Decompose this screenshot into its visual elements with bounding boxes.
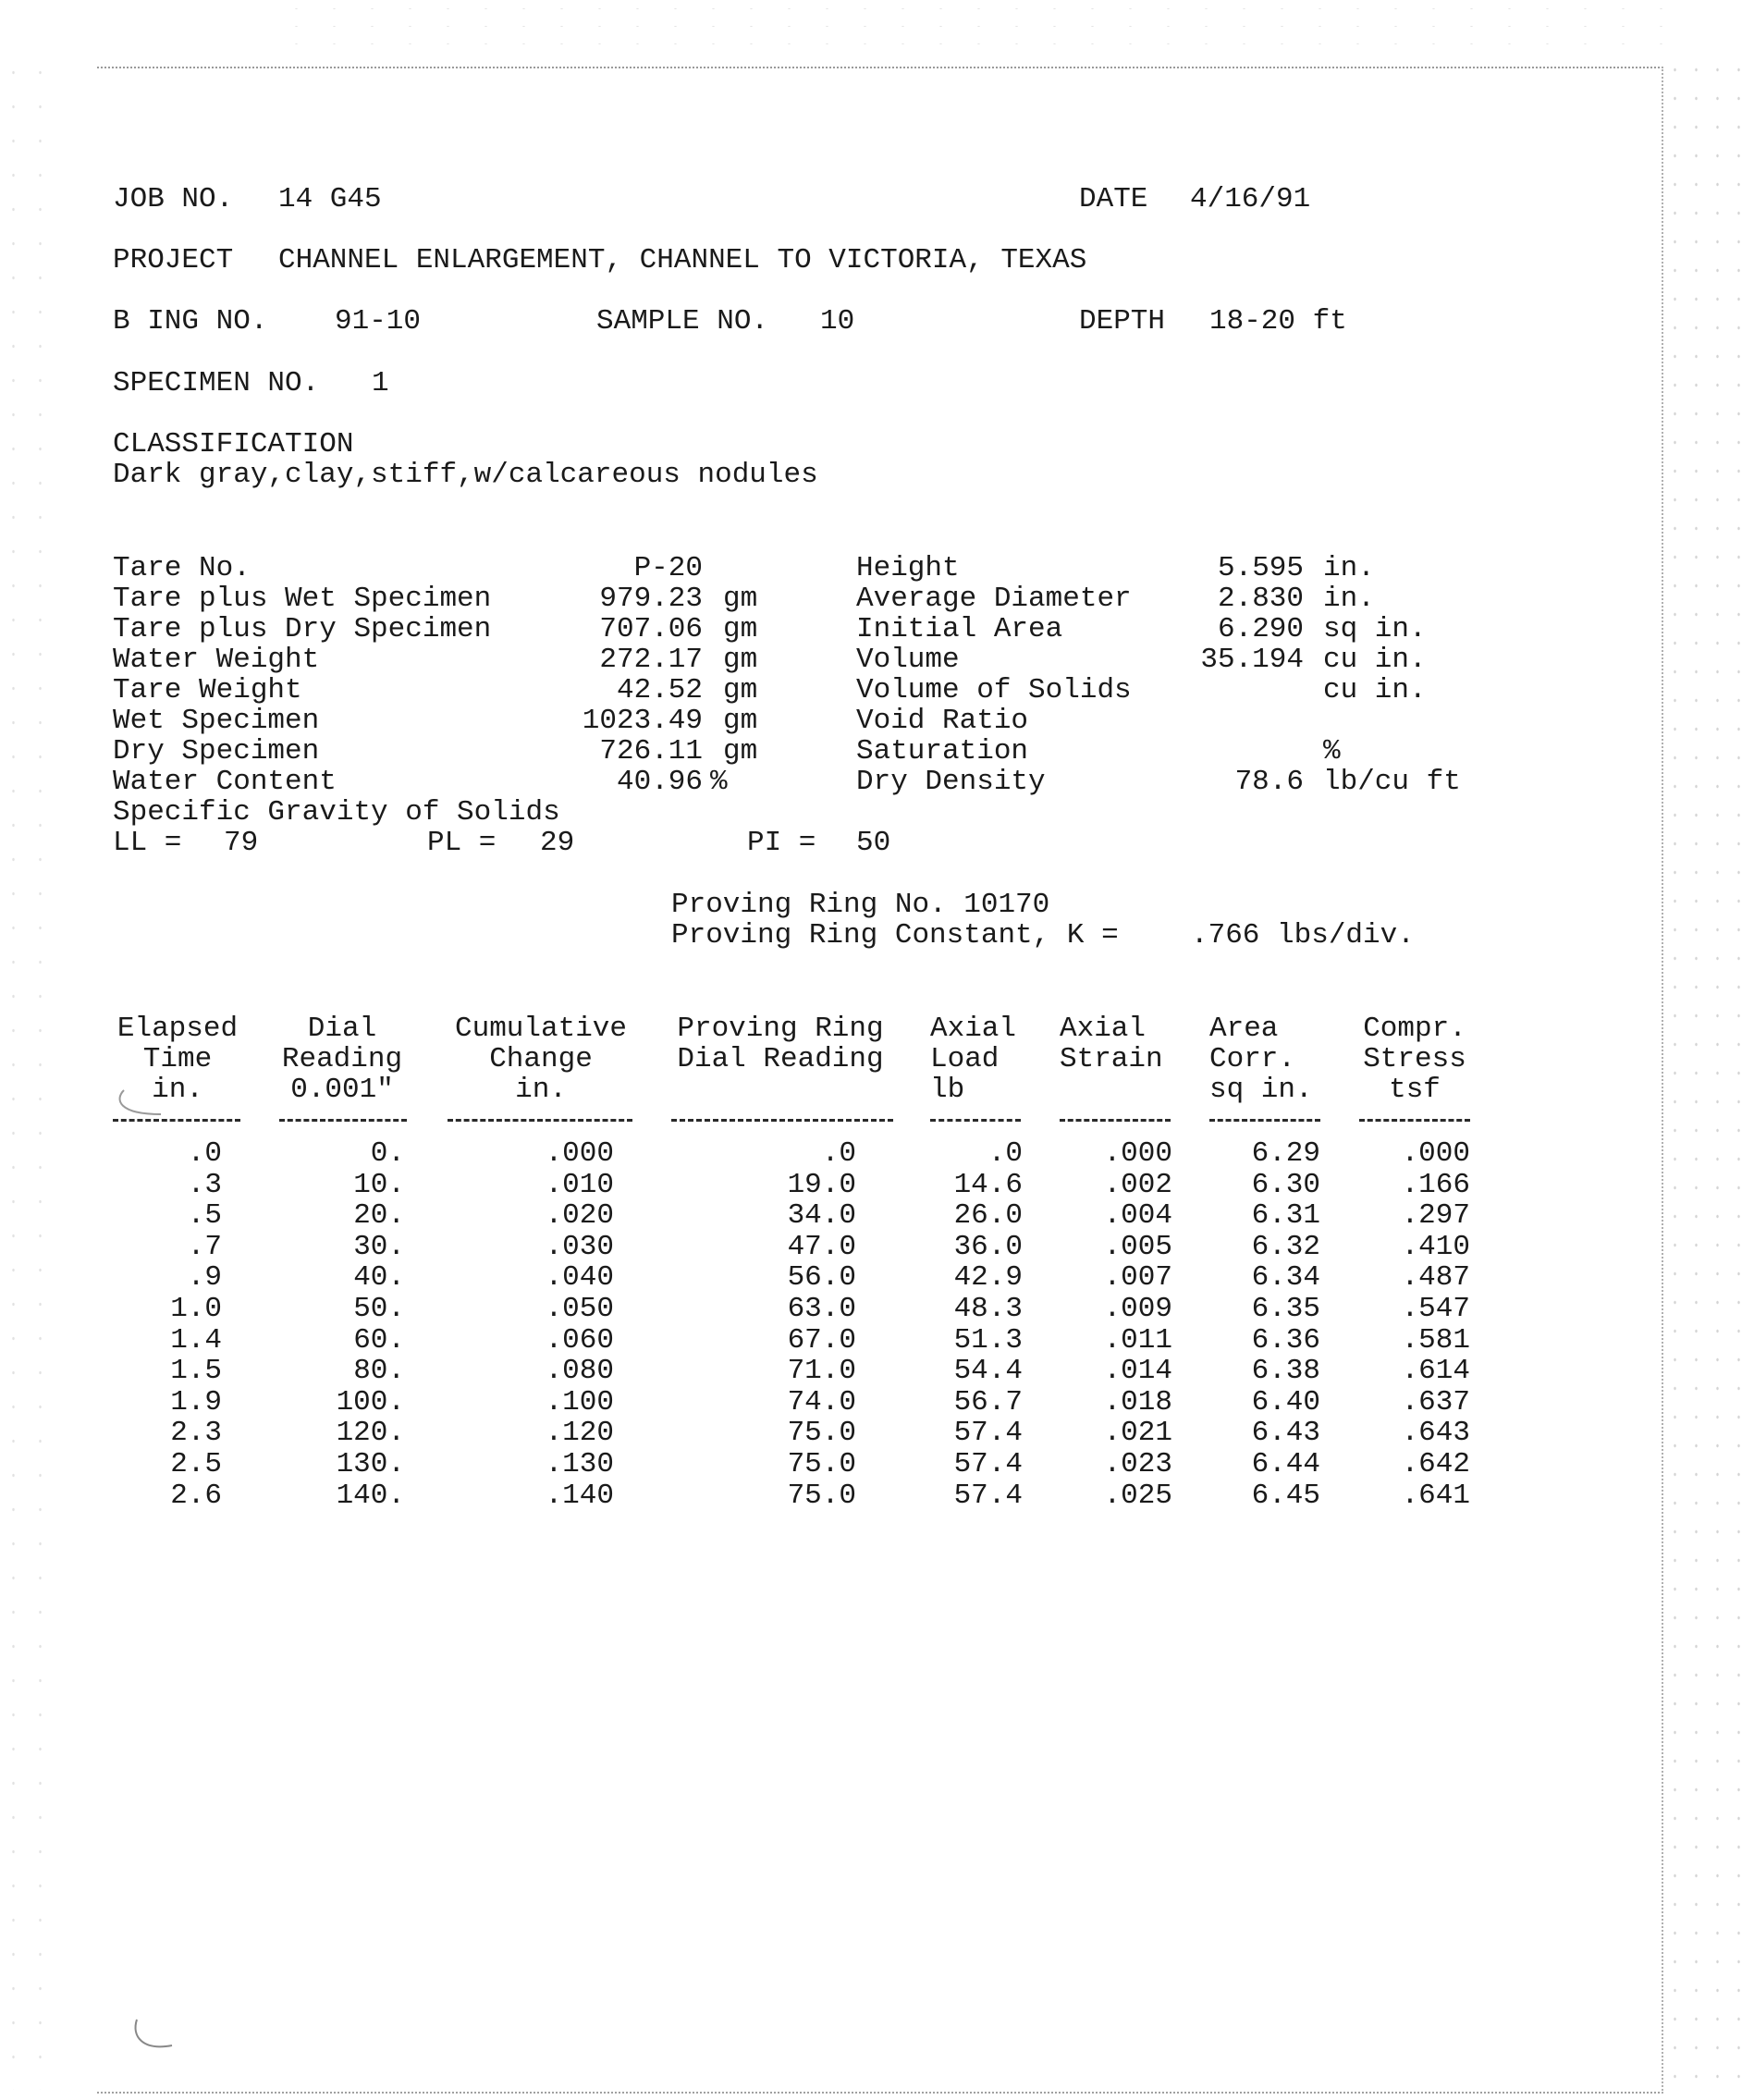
prop-label: Initial Area	[856, 613, 1063, 645]
cell-axial-load: .0	[987, 1137, 1023, 1170]
col-header: Reading	[281, 1043, 403, 1075]
cell-proving-ring-reading: 47.0	[787, 1230, 856, 1263]
prop-label: Height	[856, 552, 960, 584]
cell-proving-ring-reading: 75.0	[787, 1448, 856, 1480]
prop-unit: gm	[723, 613, 758, 645]
depth-value: 18-20 ft	[1209, 305, 1347, 338]
cell-proving-ring-reading: .0	[821, 1137, 856, 1170]
boring-number-label: B ING NO.	[113, 305, 268, 338]
cell-axial-load: 57.4	[953, 1448, 1023, 1480]
cell-axial-strain: .021	[1103, 1417, 1172, 1450]
cell-axial-strain: .011	[1103, 1323, 1172, 1357]
cell-elapsed-time: 2.6	[170, 1479, 222, 1512]
sample-number-value: 10	[820, 305, 855, 338]
proving-ring-constant-label: Proving Ring Constant, K =	[671, 919, 1119, 952]
cell-dial-reading: 50.	[353, 1293, 405, 1325]
cell-cumulative-change: .140	[545, 1479, 614, 1512]
prop-value: 1023.49	[582, 705, 703, 737]
prop-value: 35.194	[1200, 644, 1304, 676]
cell-proving-ring-reading: 34.0	[787, 1199, 856, 1233]
cell-proving-ring-reading: 75.0	[787, 1417, 856, 1450]
cell-proving-ring-reading: 19.0	[787, 1168, 856, 1201]
header-rule	[1060, 1119, 1171, 1122]
prop-label: Wet Specimen	[113, 705, 320, 737]
col-header: tsf	[1389, 1074, 1441, 1106]
cell-area-corr: 6.29	[1251, 1137, 1320, 1170]
col-header: Axial	[930, 1013, 1017, 1045]
cell-proving-ring-reading: 71.0	[787, 1355, 856, 1388]
prop-value: 6.290	[1217, 613, 1304, 645]
col-header: Dial	[307, 1013, 377, 1045]
job-number-label: JOB NO.	[113, 183, 234, 215]
col-header: Area	[1209, 1013, 1279, 1045]
specific-gravity-label: Specific Gravity of Solids	[113, 796, 560, 829]
prop-label: Tare plus Dry Specimen	[113, 613, 492, 645]
col-header: in.	[515, 1074, 567, 1106]
liquid-limit-value: 79	[224, 827, 259, 859]
col-header: Time	[142, 1043, 213, 1075]
cell-compr-stress: .487	[1401, 1261, 1470, 1295]
cell-axial-strain: .014	[1103, 1355, 1172, 1388]
prop-unit: cu in.	[1323, 644, 1427, 676]
plasticity-index-label: PI =	[747, 827, 816, 859]
cell-dial-reading: 60.	[353, 1323, 405, 1357]
cell-compr-stress: .614	[1401, 1355, 1470, 1388]
cell-axial-strain: .023	[1103, 1448, 1172, 1480]
cell-cumulative-change: .130	[545, 1448, 614, 1480]
cell-cumulative-change: .120	[545, 1417, 614, 1450]
project-value: CHANNEL ENLARGEMENT, CHANNEL TO VICTORIA, TEXAS	[278, 244, 1087, 276]
cell-elapsed-time: .7	[187, 1230, 222, 1263]
proving-ring-constant-value: .766 lbs/div.	[1191, 919, 1415, 952]
col-header: Axial	[1060, 1013, 1147, 1045]
cell-axial-load: 14.6	[953, 1168, 1023, 1201]
cell-elapsed-time: 1.9	[170, 1385, 222, 1418]
prop-label: Volume	[856, 644, 960, 676]
col-header: Dial Reading	[677, 1043, 884, 1075]
prop-unit: gm	[723, 705, 758, 737]
cell-axial-load: 26.0	[953, 1199, 1023, 1233]
col-header: Strain	[1060, 1043, 1163, 1075]
cell-proving-ring-reading: 74.0	[787, 1385, 856, 1418]
header-rule	[930, 1119, 1021, 1122]
scan-speckle-top	[277, 0, 1664, 55]
cell-elapsed-time: 1.4	[170, 1323, 222, 1357]
cell-axial-strain: .000	[1103, 1137, 1172, 1170]
prop-unit: sq in.	[1323, 613, 1427, 645]
cell-area-corr: 6.43	[1251, 1417, 1320, 1450]
proving-ring-number: Proving Ring No. 10170	[671, 889, 1050, 921]
cell-area-corr: 6.44	[1251, 1448, 1320, 1480]
scan-mark-icon	[129, 2016, 185, 2062]
prop-unit: cu in.	[1323, 674, 1427, 706]
cell-axial-load: 48.3	[953, 1293, 1023, 1325]
specimen-number-label: SPECIMEN NO.	[113, 367, 320, 399]
classification-label: CLASSIFICATION	[113, 428, 354, 461]
prop-value: 272.17	[599, 644, 703, 676]
cell-dial-reading: 120.	[336, 1417, 405, 1450]
prop-unit: gm	[723, 735, 758, 768]
scan-speckle-right	[1664, 55, 1752, 2090]
col-header: 0.001"	[290, 1074, 394, 1106]
prop-label: Void Ratio	[856, 705, 1029, 737]
date-value: 4/16/91	[1190, 183, 1311, 215]
cell-axial-load: 57.4	[953, 1479, 1023, 1512]
cell-elapsed-time: 1.0	[170, 1293, 222, 1325]
job-number-value: 14 G45	[278, 183, 382, 215]
prop-unit: in.	[1323, 552, 1375, 584]
col-header: Corr.	[1209, 1043, 1296, 1075]
cell-axial-strain: .004	[1103, 1199, 1172, 1233]
prop-unit: gm	[723, 583, 758, 615]
cell-axial-load: 42.9	[953, 1261, 1023, 1295]
cell-area-corr: 6.30	[1251, 1168, 1320, 1201]
prop-label: Tare No.	[113, 552, 251, 584]
prop-label: Dry Specimen	[113, 735, 320, 768]
cell-dial-reading: 130.	[336, 1448, 405, 1480]
prop-value: P-20	[633, 552, 703, 584]
cell-area-corr: 6.38	[1251, 1355, 1320, 1388]
prop-unit: gm	[723, 644, 758, 676]
cell-area-corr: 6.40	[1251, 1385, 1320, 1418]
cell-cumulative-change: .000	[545, 1137, 614, 1170]
prop-label: Volume of Solids	[856, 674, 1132, 706]
depth-label: DEPTH	[1079, 305, 1166, 338]
prop-label: Saturation	[856, 735, 1029, 768]
cell-axial-strain: .018	[1103, 1385, 1172, 1418]
project-label: PROJECT	[113, 244, 234, 276]
plasticity-index-value: 50	[856, 827, 891, 859]
cell-area-corr: 6.45	[1251, 1479, 1320, 1512]
cell-dial-reading: 20.	[353, 1199, 405, 1233]
cell-cumulative-change: .030	[545, 1230, 614, 1263]
cell-compr-stress: .297	[1401, 1199, 1470, 1233]
prop-unit: in.	[1323, 583, 1375, 615]
header-rule	[671, 1119, 893, 1122]
prop-value: 5.595	[1217, 552, 1304, 584]
cell-compr-stress: .166	[1401, 1168, 1470, 1201]
prop-label: Tare plus Wet Specimen	[113, 583, 492, 615]
cell-compr-stress: .637	[1401, 1385, 1470, 1418]
cell-dial-reading: 40.	[353, 1261, 405, 1295]
cell-area-corr: 6.36	[1251, 1323, 1320, 1357]
cell-cumulative-change: .010	[545, 1168, 614, 1201]
cell-cumulative-change: .060	[545, 1323, 614, 1357]
header-rule	[448, 1119, 632, 1122]
header-rule	[279, 1119, 407, 1122]
cell-cumulative-change: .050	[545, 1293, 614, 1325]
prop-value: 40.96	[616, 766, 703, 798]
liquid-limit-label: LL =	[113, 827, 182, 859]
cell-axial-strain: .005	[1103, 1230, 1172, 1263]
specimen-number-value: 1	[372, 367, 389, 399]
cell-proving-ring-reading: 56.0	[787, 1261, 856, 1295]
cell-elapsed-time: 2.5	[170, 1448, 222, 1480]
cell-elapsed-time: .3	[187, 1168, 222, 1201]
col-header: lb	[930, 1074, 965, 1106]
prop-label: Tare Weight	[113, 674, 302, 706]
cell-compr-stress: .547	[1401, 1293, 1470, 1325]
cell-axial-strain: .009	[1103, 1293, 1172, 1325]
prop-label: Water Content	[113, 766, 337, 798]
prop-value: 2.830	[1217, 583, 1304, 615]
prop-unit: %	[710, 766, 728, 798]
date-label: DATE	[1079, 183, 1148, 215]
cell-compr-stress: .581	[1401, 1323, 1470, 1357]
cell-proving-ring-reading: 75.0	[787, 1479, 856, 1512]
cell-cumulative-change: .040	[545, 1261, 614, 1295]
cell-compr-stress: .410	[1401, 1230, 1470, 1263]
col-header: Compr.	[1363, 1013, 1466, 1045]
cell-axial-strain: .002	[1103, 1168, 1172, 1201]
cell-dial-reading: 30.	[353, 1230, 405, 1263]
prop-label: Water Weight	[113, 644, 320, 676]
cell-compr-stress: .641	[1401, 1479, 1470, 1512]
scan-speckle-left	[0, 55, 65, 2090]
cell-axial-load: 56.7	[953, 1385, 1023, 1418]
cell-elapsed-time: 2.3	[170, 1417, 222, 1450]
cell-area-corr: 6.34	[1251, 1261, 1320, 1295]
cell-area-corr: 6.32	[1251, 1230, 1320, 1263]
cell-elapsed-time: .0	[187, 1137, 222, 1170]
cell-axial-strain: .007	[1103, 1261, 1172, 1295]
cell-cumulative-change: .100	[545, 1385, 614, 1418]
cell-axial-load: 51.3	[953, 1323, 1023, 1357]
cell-compr-stress: .642	[1401, 1448, 1470, 1480]
cell-axial-strain: .025	[1103, 1479, 1172, 1512]
col-header: Proving Ring	[677, 1013, 884, 1045]
prop-unit: %	[1323, 735, 1341, 768]
cell-elapsed-time: .5	[187, 1199, 222, 1233]
cell-dial-reading: 10.	[353, 1168, 405, 1201]
cell-dial-reading: 0.	[370, 1137, 405, 1170]
cell-cumulative-change: .020	[545, 1199, 614, 1233]
col-header: Change	[489, 1043, 593, 1075]
prop-unit: gm	[723, 674, 758, 706]
cell-area-corr: 6.31	[1251, 1199, 1320, 1233]
col-header: Stress	[1363, 1043, 1466, 1075]
sample-number-label: SAMPLE NO.	[596, 305, 769, 338]
cell-proving-ring-reading: 63.0	[787, 1293, 856, 1325]
prop-label: Average Diameter	[856, 583, 1132, 615]
scan-mark-icon	[111, 1087, 176, 1124]
boring-number-value: 91-10	[335, 305, 422, 338]
cell-elapsed-time: .9	[187, 1261, 222, 1295]
cell-cumulative-change: .080	[545, 1355, 614, 1388]
cell-elapsed-time: 1.5	[170, 1355, 222, 1388]
prop-value: 979.23	[599, 583, 703, 615]
plastic-limit-label: PL =	[427, 827, 497, 859]
prop-unit: lb/cu ft	[1323, 766, 1461, 798]
cell-axial-load: 36.0	[953, 1230, 1023, 1263]
cell-area-corr: 6.35	[1251, 1293, 1320, 1325]
cell-dial-reading: 80.	[353, 1355, 405, 1388]
col-header: in.	[152, 1074, 203, 1106]
header-rule	[1209, 1119, 1320, 1122]
prop-value: 726.11	[599, 735, 703, 768]
prop-value: 42.52	[616, 674, 703, 706]
header-rule	[1359, 1119, 1470, 1122]
cell-compr-stress: .643	[1401, 1417, 1470, 1450]
cell-compr-stress: .000	[1401, 1137, 1470, 1170]
col-header: Elapsed	[117, 1013, 239, 1045]
prop-label: Dry Density	[856, 766, 1046, 798]
cell-axial-load: 54.4	[953, 1355, 1023, 1388]
prop-value: 707.06	[599, 613, 703, 645]
col-header: Load	[930, 1043, 1000, 1075]
cell-axial-load: 57.4	[953, 1417, 1023, 1450]
col-header: sq in.	[1209, 1074, 1313, 1106]
plastic-limit-value: 29	[540, 827, 575, 859]
cell-dial-reading: 100.	[336, 1385, 405, 1418]
classification-value: Dark gray,clay,stiff,w/calcareous nodules	[113, 459, 818, 491]
prop-value: 78.6	[1234, 766, 1304, 798]
cell-dial-reading: 140.	[336, 1479, 405, 1512]
cell-proving-ring-reading: 67.0	[787, 1323, 856, 1357]
col-header: Cumulative	[454, 1013, 628, 1045]
